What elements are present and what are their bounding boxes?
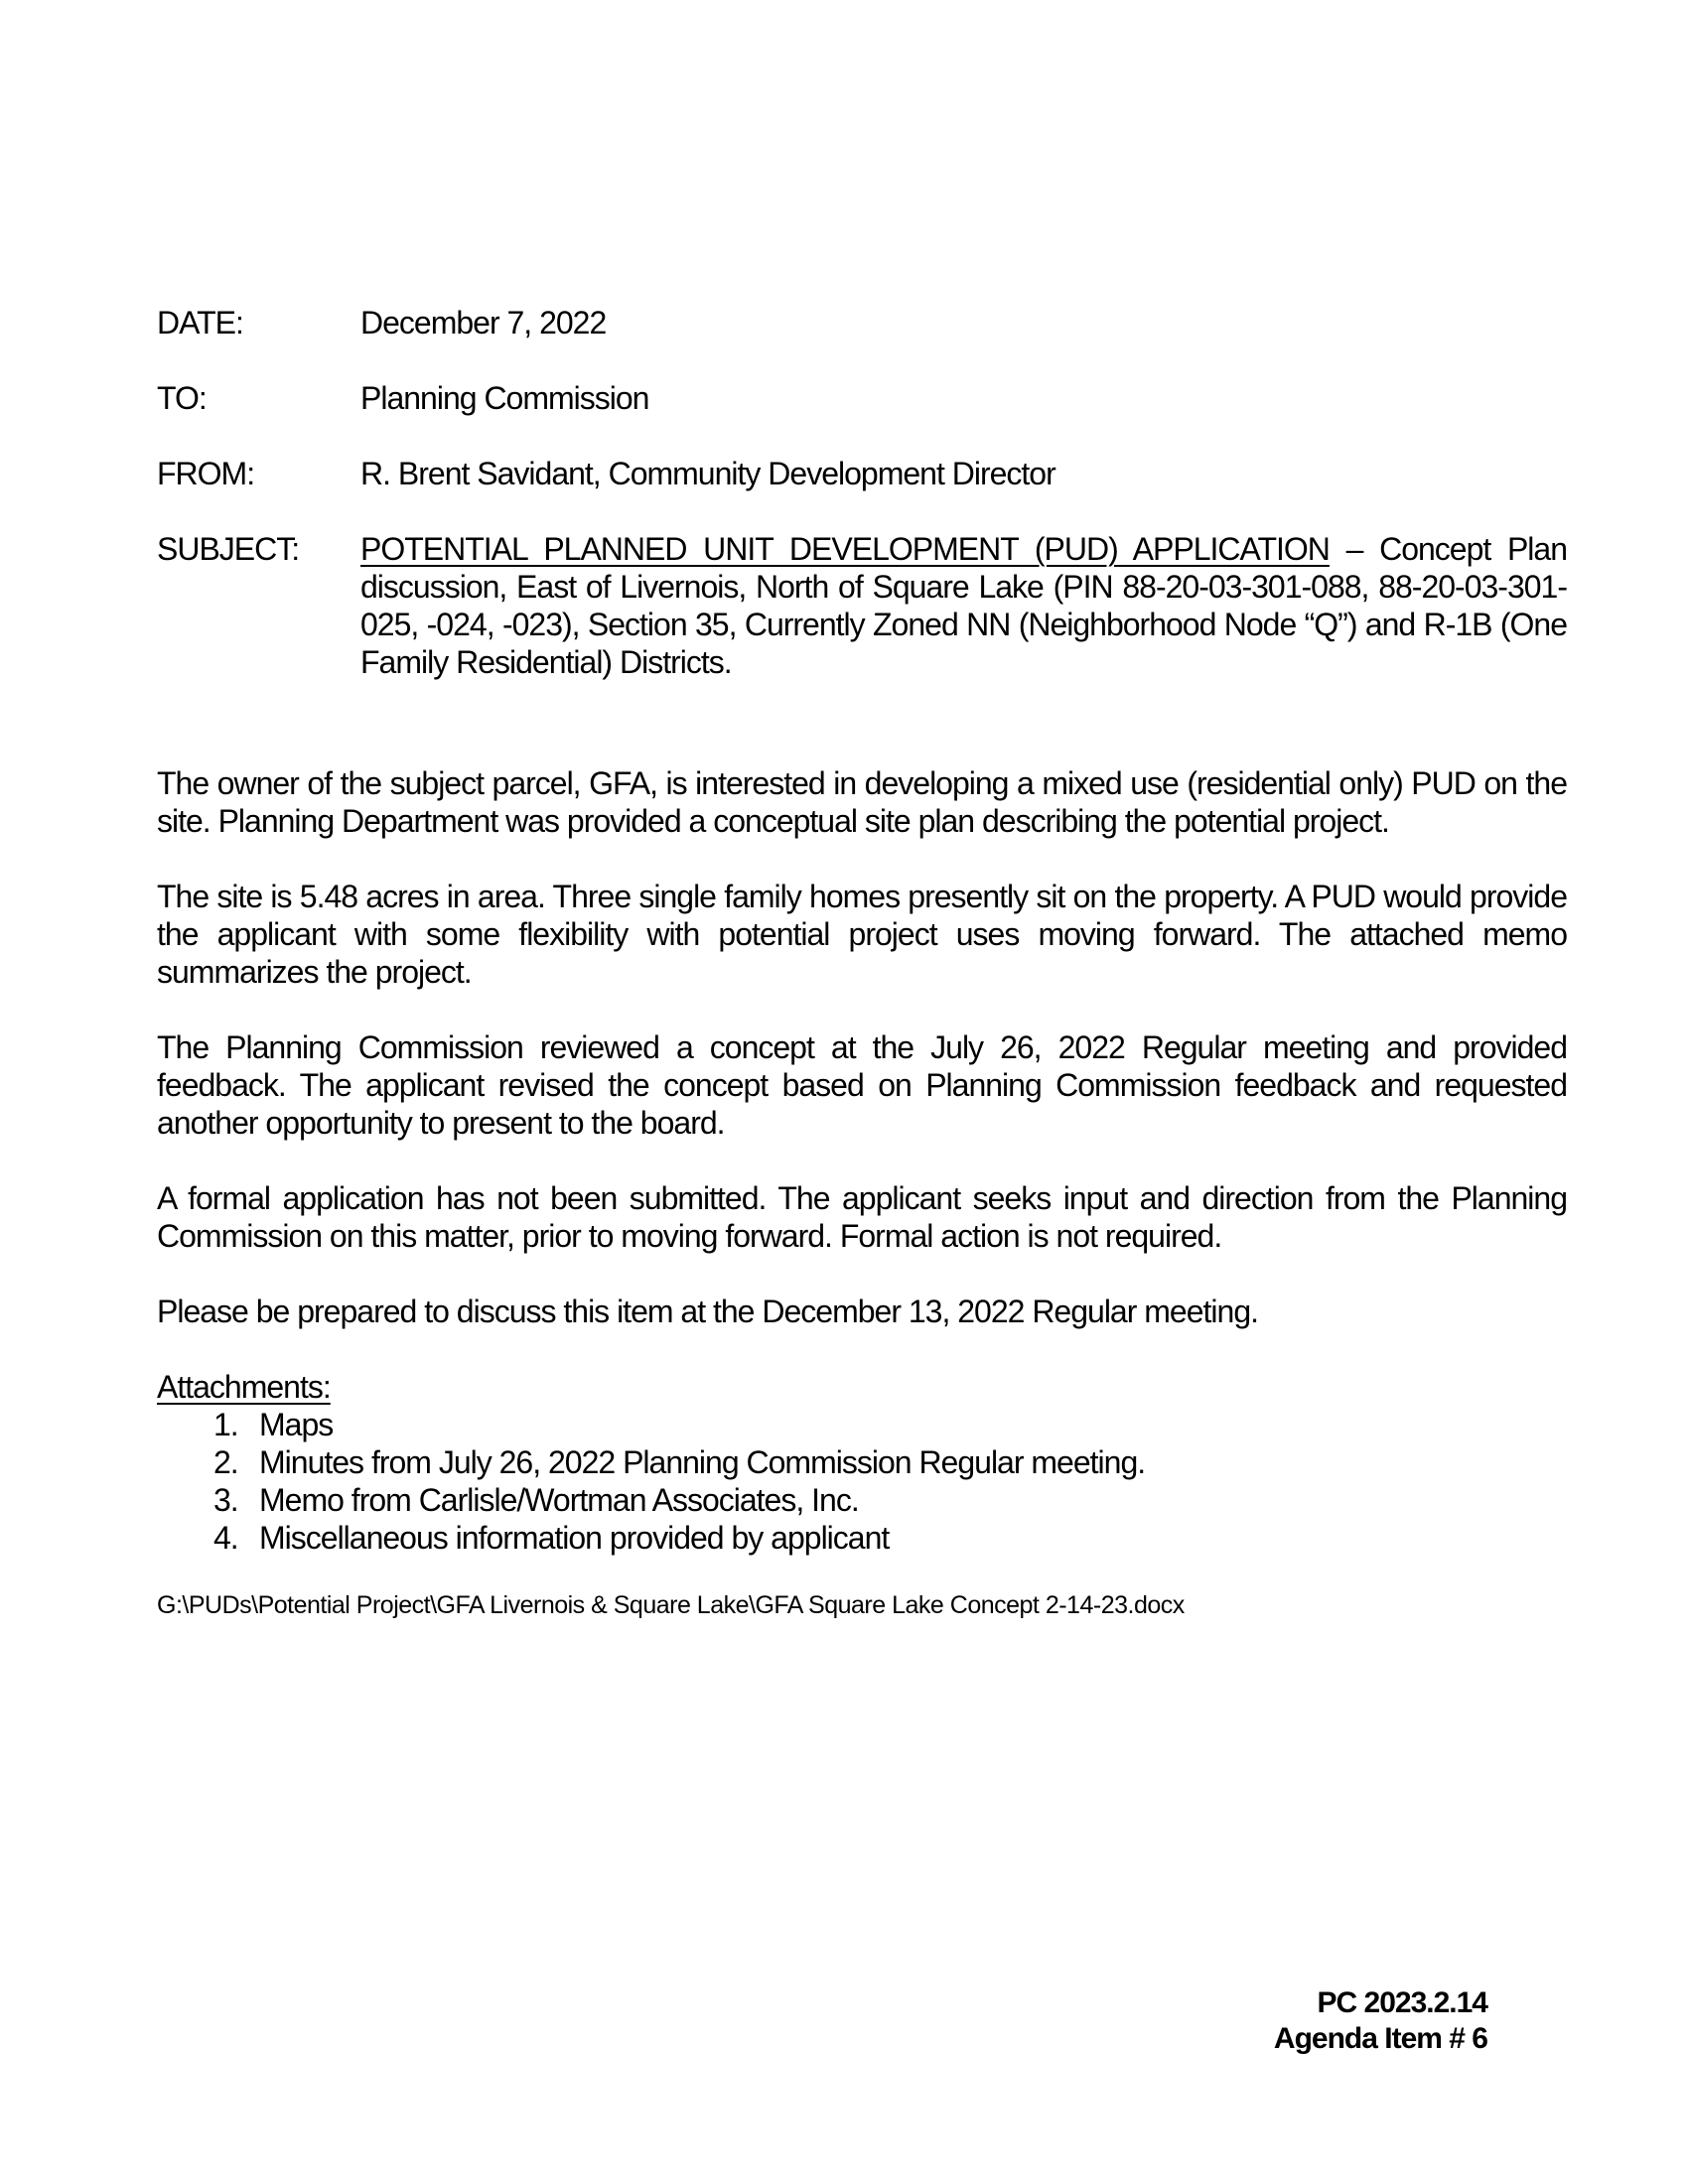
date-value: December 7, 2022 [360, 305, 607, 341]
attachment-number: 4. [213, 1520, 238, 1556]
from-label: FROM: [157, 456, 255, 491]
field-row-from [157, 455, 1567, 492]
paragraph-formal-application: A formal application has not been submitted. The applicant seeks input and direction from the Planning Commission on this matter, prior to moving forward. Formal action is not required. [157, 1180, 1567, 1254]
attachment-text: Minutes from July 26, 2022 Planning Commission Regular meeting. [259, 1444, 1146, 1480]
field-row-date [157, 304, 1567, 341]
to-value: Planning Commission [360, 380, 649, 416]
memo-content [157, 304, 1567, 1620]
subject-title-underlined: POTENTIAL PLANNED UNIT DEVELOPMENT (PUD) APPLICATION [360, 531, 1330, 567]
to-label: TO: [157, 380, 207, 416]
paragraph-site-details: The site is 5.48 acres in area. Three single family homes presently sit on the property. A PUD would provide the applicant with some flexibility with potential project uses moving forward. The attached memo summarizes the project. [157, 879, 1567, 990]
attachment-text: Memo from Carlisle/Wortman Associates, Inc. [259, 1482, 859, 1518]
attachment-item-minutes [157, 1443, 1567, 1481]
attachment-item-misc [157, 1519, 1567, 1557]
attachment-number: 1. [213, 1407, 238, 1442]
field-row-subject [157, 530, 1567, 681]
attachment-item-memo [157, 1481, 1567, 1519]
attachment-item-maps [157, 1406, 1567, 1443]
attachments-heading: Attachments: [157, 1369, 331, 1405]
subject-description: – Concept Plan discussion, East of Livernois, North of Square Lake (PIN 88-20-03-301-088, 88-20-03-301-025, -024, -023), Section 35, Currently Zoned NN (Neighborhood Node “Q”) and R-1B (One Family Residential) Districts. [360, 531, 1568, 680]
paragraph-commission-review: The Planning Commission reviewed a concept at the July 26, 2022 Regular meeting and provided feedback. The applicant revised the concept based on Planning Commission feedback and requested another opportunity to present to the board. [157, 1029, 1567, 1141]
footer-meeting-code: PC 2023.2.14 [1317, 1986, 1487, 2019]
attachment-number: 2. [213, 1444, 238, 1480]
attachment-text: Miscellaneous information provided by applicant [259, 1520, 890, 1556]
footer-agenda-item: Agenda Item # 6 [1273, 2022, 1487, 2055]
date-label: DATE: [157, 305, 243, 341]
file-path: G:\PUDs\Potential Project\GFA Livernois & Square Lake\GFA Square Lake Concept 2-14-23.docx [157, 1591, 1185, 1619]
subject-text [360, 530, 1567, 681]
footer [1274, 1985, 1487, 2057]
field-row-to [157, 379, 1567, 417]
paragraph-meeting-notice: Please be prepared to discuss this item at the December 13, 2022 Regular meeting. [157, 1294, 1258, 1329]
attachment-text: Maps [259, 1407, 334, 1442]
attachment-number: 3. [213, 1482, 238, 1518]
attachments-section [157, 1368, 1567, 1406]
from-value: R. Brent Savidant, Community Development Director [360, 456, 1055, 491]
subject-label: SUBJECT: [157, 531, 300, 567]
paragraph-owner-intro: The owner of the subject parcel, GFA, is interested in developing a mixed use (residential only) PUD on the site. Planning Department was provided a conceptual site plan describing the potential project. [157, 765, 1567, 839]
